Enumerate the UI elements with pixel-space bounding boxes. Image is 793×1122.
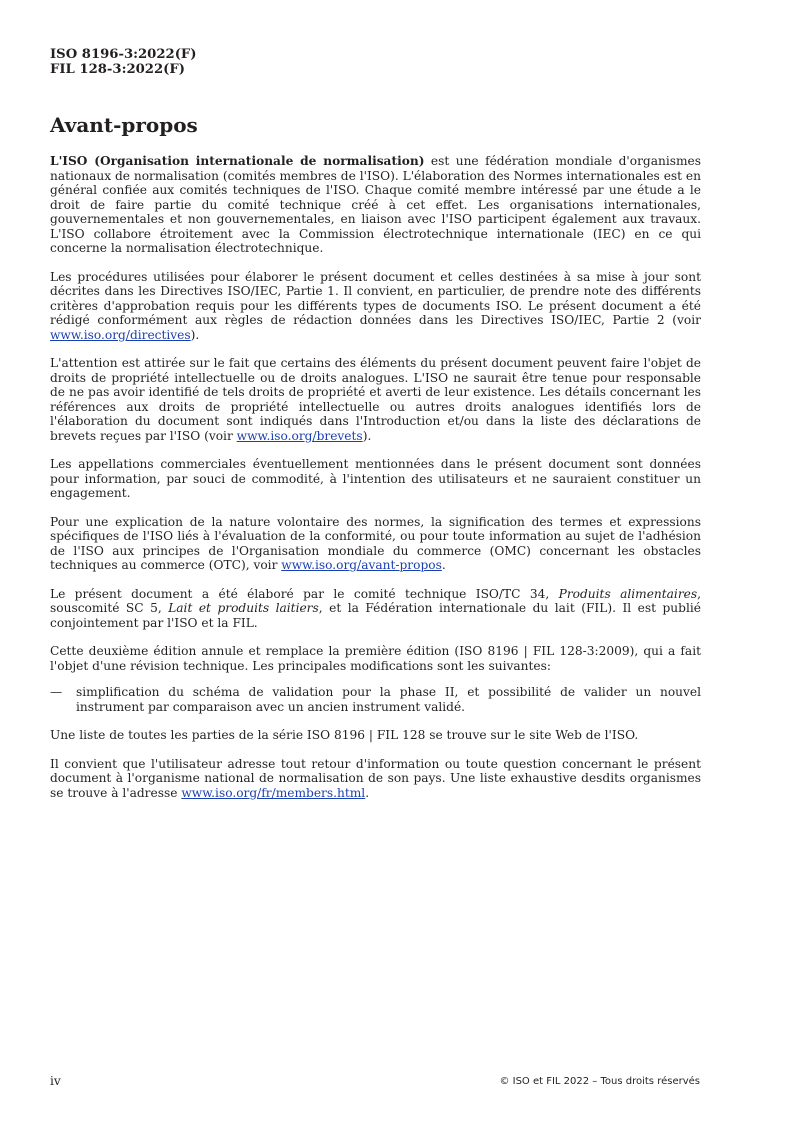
paragraph-patents xyxy=(50,356,701,443)
paragraph-text: ). xyxy=(190,327,200,342)
copyright-notice: © ISO et FIL 2022 – Tous droits réservés xyxy=(499,1076,700,1087)
page-number: iv xyxy=(50,1074,61,1088)
paragraph-committee xyxy=(50,587,701,631)
paragraph-series-list: Une liste de toutes les parties de la série ISO 8196 | FIL 128 se trouve sur le site Web de l'ISO. xyxy=(50,728,639,742)
paragraph-text: , souscomité SC 5, xyxy=(50,586,701,615)
document-body xyxy=(50,154,701,814)
list-dash: — xyxy=(50,685,63,699)
paragraph-text: . xyxy=(441,558,446,572)
link-members[interactable]: www.iso.org/fr/members.html xyxy=(181,785,366,800)
paragraph-voluntary-nature xyxy=(50,515,701,573)
document-header xyxy=(50,47,197,77)
paragraph-text: Il convient que l'utilisateur adresse tout retour d'information ou toute question concernant le présent document à l'organisme national de normalisation de son pays. Une liste exhaustive desdits organismes se trouve à l'adresse xyxy=(50,756,701,800)
iso-name-bold: L'ISO (Organisation internationale de normalisation) xyxy=(50,154,425,168)
paragraph-iso-intro xyxy=(50,154,701,256)
paragraph-text: Les procédures utilisées pour élaborer le présent document et celles destinées à sa mise à jour sont décrites dans les Directives ISO/IEC, Partie 1. Il convient, en particulier, de prendre note des différents critères d'approbation requis pour les différents types de documents ISO. Le présent document a été rédigé conformément aux règles de rédaction données dans les Directives ISO/IEC, Partie 2 (voir xyxy=(50,269,701,327)
paragraph-procedures xyxy=(50,270,701,343)
paragraph-text: , et la Fédération internationale du lait (FIL). Il est publié conjointement par l'ISO et la FIL. xyxy=(50,601,701,630)
header-iso-reference: ISO 8196-3:2022(F) xyxy=(50,47,197,62)
paragraph-text: . xyxy=(365,785,370,800)
link-directives[interactable]: www.iso.org/directives xyxy=(50,327,191,342)
paragraph-text: L'attention est attirée sur le fait que certains des éléments du présent document peuvent faire l'objet de droits de propriété intellectuelle ou de droits analogues. L'ISO ne saurait être tenue pour responsable de ne pas avoir identifié de tels droits de propriété et averti de leur existence. Les détails concernant les références aux droits de propriété intellectuelle ou autres droits analogues identifiés lors de l'élaboration du document sont indiqués dans l'Introduction et/ou dans la liste des déclarations de brevets reçues par l'ISO (voir xyxy=(50,356,701,443)
header-fil-reference: FIL 128-3:2022(F) xyxy=(50,62,185,77)
italic-produits-alimentaires: Produits alimentaires xyxy=(558,586,698,601)
list-item xyxy=(50,685,701,714)
paragraph-text: ). xyxy=(362,428,372,443)
list-item-text: simplification du schéma de validation pour la phase II, et possibilité de valider un nouvel instrument par comparaison avec un ancien instrument validé. xyxy=(76,685,701,714)
paragraph-edition: Cette deuxième édition annule et remplace la première édition (ISO 8196 | FIL 128-3:2009), qui a fait l'objet d'une révision technique. Les principales modifications sont les suivantes: xyxy=(50,644,701,673)
paragraph-text: est une fédération mondiale d'organismes nationaux de normalisation (comités membres de l'ISO). L'élaboration des Normes internationales est en général confiée aux comités techniques de l'ISO. Chaque comité membre intéressé par une étude a le droit de faire partie du comité technique créé à cet effet. Les organisations internationales, gouvernementales et non gouvernementales, en liaison avec l'ISO participent également aux travaux. L'ISO collabore étroitement avec la Commission électrotechnique internationale (IEC) en ce qui concerne la normalisation électrotechnique. xyxy=(50,154,701,255)
paragraph-text: Le présent document a été élaboré par le comité technique ISO/TC 34, xyxy=(50,586,559,601)
paragraph-text: Pour une explication de la nature volontaire des normes, la signification des termes et expressions spécifiques de l'ISO liés à l'évaluation de la conformité, ou pour toute information au sujet de l'adhésion de l'ISO aux principes de l'Organisation mondiale du commerce (OMC) concernant les obstacles techniques au commerce (OTC), voir xyxy=(50,514,701,572)
link-avant-propos[interactable]: www.iso.org/avant-propos xyxy=(281,558,442,572)
paragraph-trade-names: Les appellations commerciales éventuellement mentionnées dans le présent document sont données pour information, par souci de commodité, à l'intention des utilisateurs et ne sauraient constituer un engagement. xyxy=(50,457,701,500)
italic-lait-produits-laitiers: Lait et produits laitiers xyxy=(168,601,319,615)
page-title: Avant-propos xyxy=(50,113,198,137)
paragraph-feedback xyxy=(50,757,701,801)
link-brevets[interactable]: www.iso.org/brevets xyxy=(236,428,363,443)
